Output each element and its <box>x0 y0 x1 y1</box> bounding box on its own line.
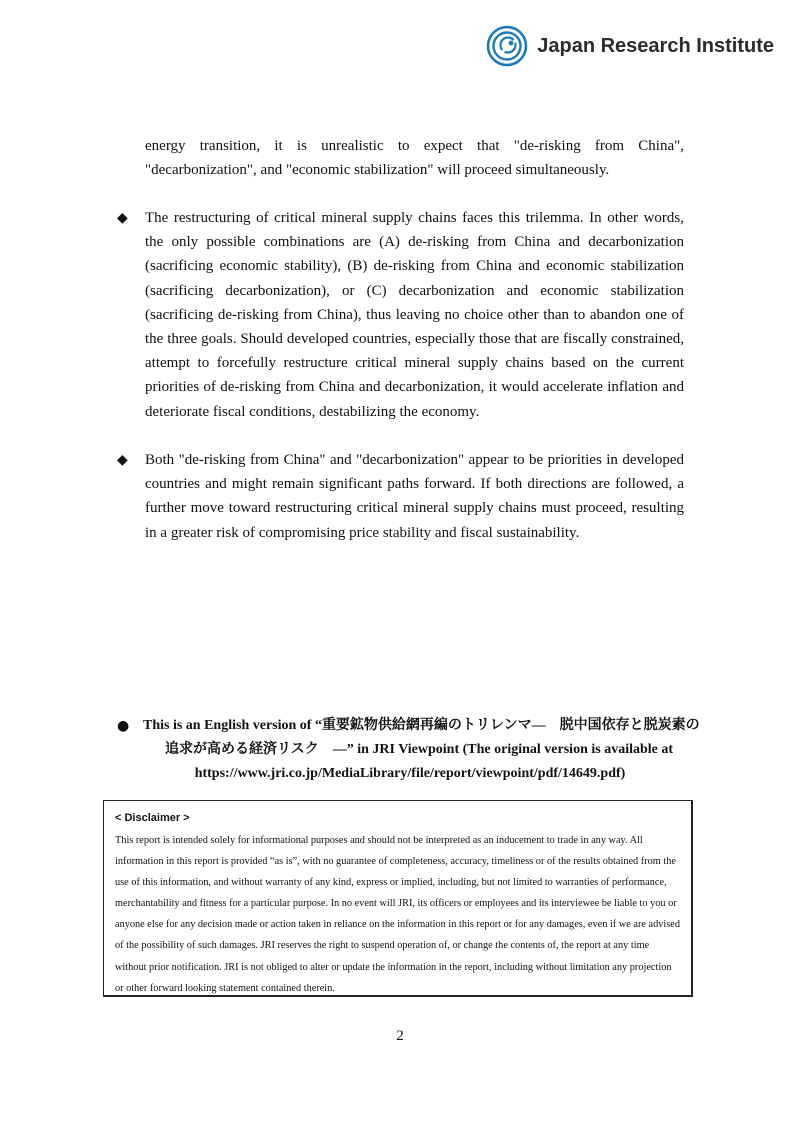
header-logo <box>485 22 774 70</box>
diamond-bullet-icon: ◆ <box>117 210 128 226</box>
disclaimer-title: < Disclaimer > <box>115 812 190 824</box>
bullet-dot-icon: ● <box>117 718 130 734</box>
paragraph-text: The restructuring of critical mineral supply chains faces this trilemma. In other words, the only possible combinations are (A) de-risking from China and decarbonization (sacrificing economic stability), (B) de-risking from China and economic stabilization (sacrificing decarbonization), or (C) decarbonization and economic stabilization (sacrificing de-risking from China), thus leaving no choice other than to abandon one of the three goals. Should developed countries, especially those that are fiscally constrained, attempt to forcefully restructure critical mineral supply chains based on the current priorities of de-risking from China and decarbonization, it would accelerate inflation and deteriorate fiscal conditions, destabilizing the economy. <box>145 210 684 420</box>
note-line: 追求が高める経済リスク ―” in JRI Viewpoint (The original version is available at <box>165 742 674 757</box>
bullet-paragraph-trilemma <box>117 206 684 424</box>
jri-logo-icon <box>485 24 529 68</box>
bullet-paragraph-priorities <box>117 448 684 545</box>
logo-text: Japan Research Institute <box>537 34 774 57</box>
paragraph-continuation <box>117 134 684 182</box>
original-version-link[interactable]: https://www.jri.co.jp/MediaLibrary/file/report/viewpoint/pdf/14649.pdf) <box>194 766 626 781</box>
english-version-note <box>117 714 700 786</box>
diamond-bullet-icon: ◆ <box>117 452 128 468</box>
note-line: This is an English version of “重要鉱物供給網再編のトリレンマ― 脱中国依存と脱炭素の <box>143 718 700 733</box>
paragraph-text: energy transition, it is unrealistic to expect that "de-risking from China", "decarbonization", and "economic stabilization" will proceed simultaneously. <box>145 138 684 179</box>
disclaimer-body: This report is intended solely for informational purposes and should not be interpreted as an inducement to trade in any way. All information in this report is provided “as is”, with no guarantee of completeness, accuracy, timeliness or of the results obtained from the use of this information, and without warranty of any kind, express or implied, including, but not limited to warranties of performance, merchantability and fitness for a particular purpose. In no event will JRI, its officers or employees and its interviewee be liable to you or anyone else for any decision made or action taken in reliance on the information in this report or for any damages, even if we are advised of the possibility of such damages. JRI reserves the right to suspend operation of, or change the contents of, the report at any time without prior notification. JRI is not obliged to alter or update the information in the report, including without limitation any projection or other forward looking statement contained therein. <box>115 835 680 994</box>
page-number: 2 <box>396 1028 404 1044</box>
disclaimer-box <box>103 800 693 997</box>
paragraph-text: Both "de-risking from China" and "decarbonization" appear to be priorities in developed countries and might remain significant paths forward. If both directions are followed, a further move toward restructuring critical mineral supply chains must proceed, resulting in a greater risk of compromising price stability and fiscal sustainability. <box>145 452 684 541</box>
